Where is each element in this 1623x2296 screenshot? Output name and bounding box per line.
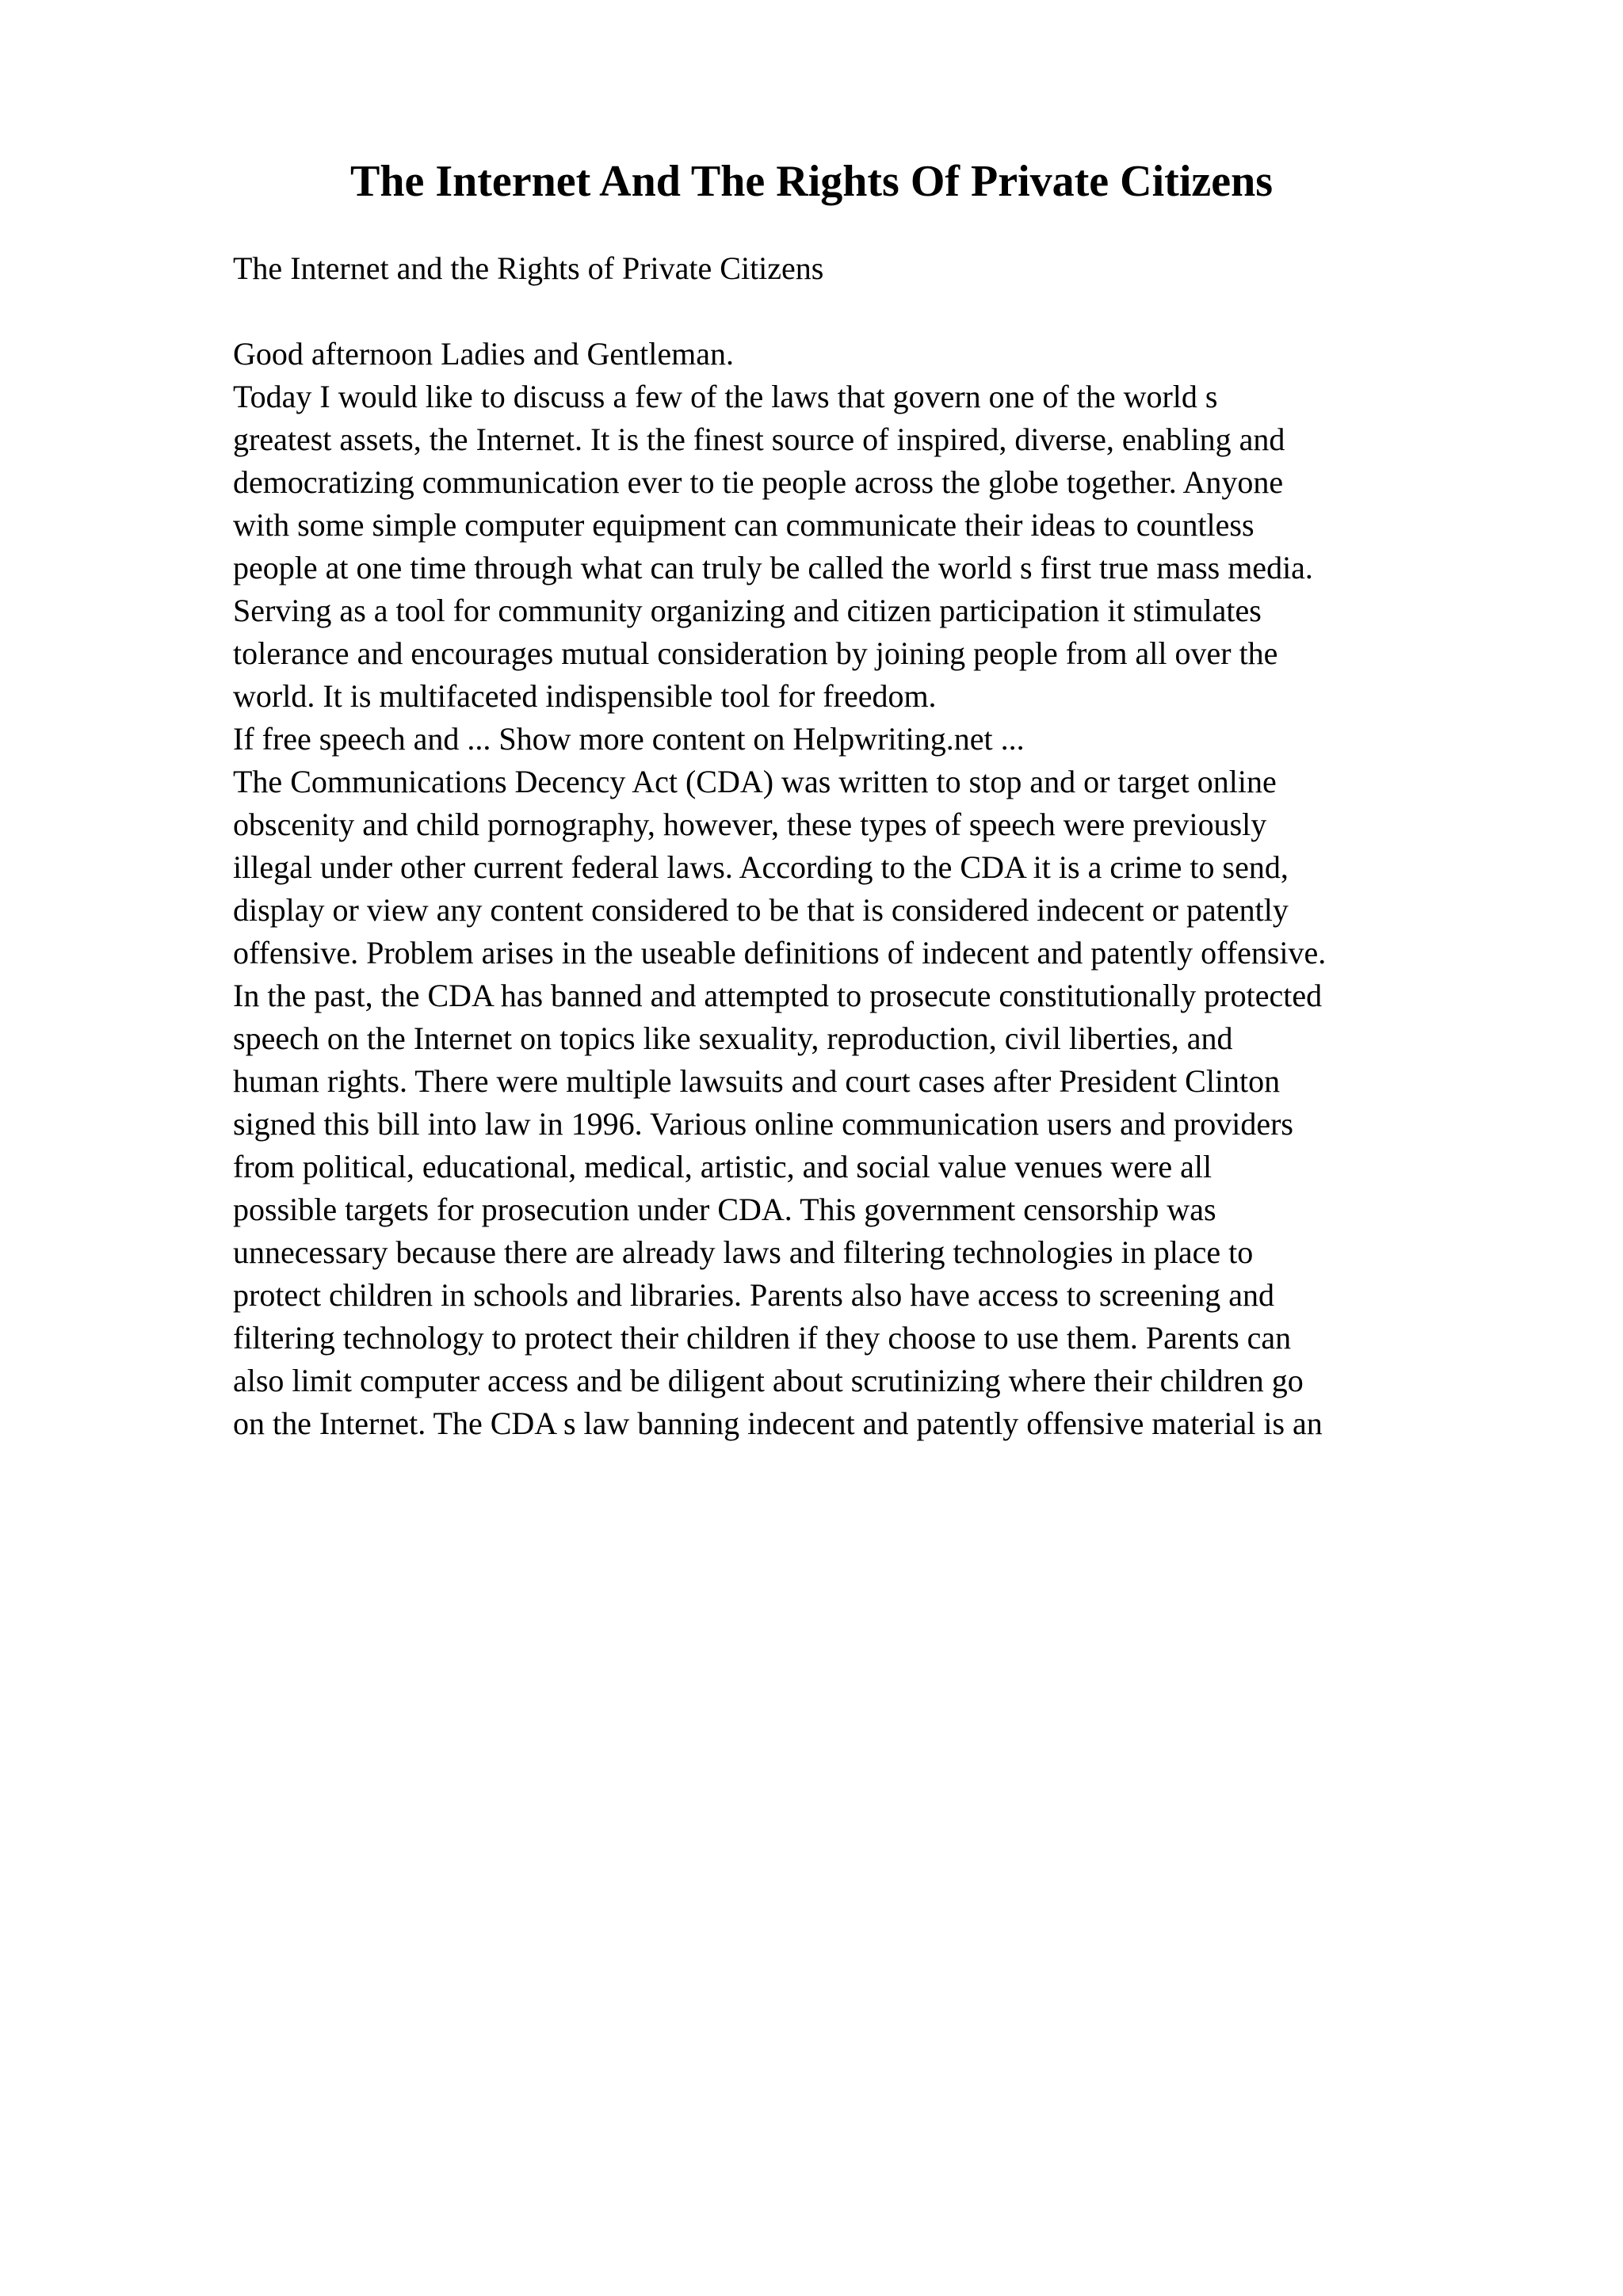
text-line: greatest assets, the Internet. It is the finest source of inspired, diverse, enabling and: [233, 421, 1285, 457]
text-line: Serving as a tool for community organizing and citizen participation it stimulates: [233, 593, 1262, 628]
text-line: In the past, the CDA has banned and attempted to prosecute constitutionally protected: [233, 978, 1323, 1013]
text-line: offensive. Problem arises in the useable definitions of indecent and patently offensive.: [233, 935, 1327, 971]
document-title: The Internet And The Rights Of Private Citizens: [349, 157, 1274, 206]
text-line: people at one time through what can truly be called the world s first true mass media.: [233, 550, 1313, 585]
text-line: Good afternoon Ladies and Gentleman.: [233, 336, 735, 372]
document-body: [233, 247, 1533, 1445]
text-line: filtering technology to protect their children if they choose to use them. Parents can: [233, 1320, 1292, 1356]
text-line: display or view any content considered to be that is considered indecent or patently: [233, 892, 1289, 928]
text-line: Today I would like to discuss a few of the laws that govern one of the world s: [233, 379, 1218, 414]
text-line: on the Internet. The CDA s law banning indecent and patently offensive material is an: [233, 1405, 1323, 1441]
text-line: protect children in schools and libraries. Parents also have access to screening and: [233, 1277, 1275, 1313]
text-line: world. It is multifaceted indispensible tool for freedom.: [233, 678, 937, 714]
text-line: with some simple computer equipment can communicate their ideas to countless: [233, 507, 1254, 543]
text-line: from political, educational, medical, artistic, and social value venues were all: [233, 1149, 1212, 1184]
text-line: democratizing communication ever to tie people across the globe together. Anyone: [233, 464, 1284, 500]
text-line: also limit computer access and be diligent about scrutinizing where their children go: [233, 1363, 1304, 1398]
text-line: speech on the Internet on topics like sexuality, reproduction, civil liberties, and: [233, 1020, 1233, 1056]
text-line: illegal under other current federal laws. According to the CDA it is a crime to send,: [233, 849, 1289, 885]
text-line: If free speech and ... Show more content on Helpwriting.net ...: [233, 721, 1025, 757]
text-line: possible targets for prosecution under CDA. This government censorship was: [233, 1192, 1216, 1227]
text-line: tolerance and encourages mutual consideration by joining people from all over the: [233, 635, 1278, 671]
text-line: signed this bill into law in 1996. Various online communication users and providers: [233, 1106, 1293, 1142]
document-subtitle: The Internet and the Rights of Private Citizens: [233, 250, 824, 286]
text-line: obscenity and child pornography, however, these types of speech were previously: [233, 807, 1267, 842]
text-line: unnecessary because there are already laws and filtering technologies in place to: [233, 1234, 1254, 1270]
body-text: [233, 333, 1533, 1445]
text-line: human rights. There were multiple lawsuits and court cases after President Clinton: [233, 1063, 1281, 1099]
text-line: The Communications Decency Act (CDA) was written to stop and or target online: [233, 764, 1277, 799]
